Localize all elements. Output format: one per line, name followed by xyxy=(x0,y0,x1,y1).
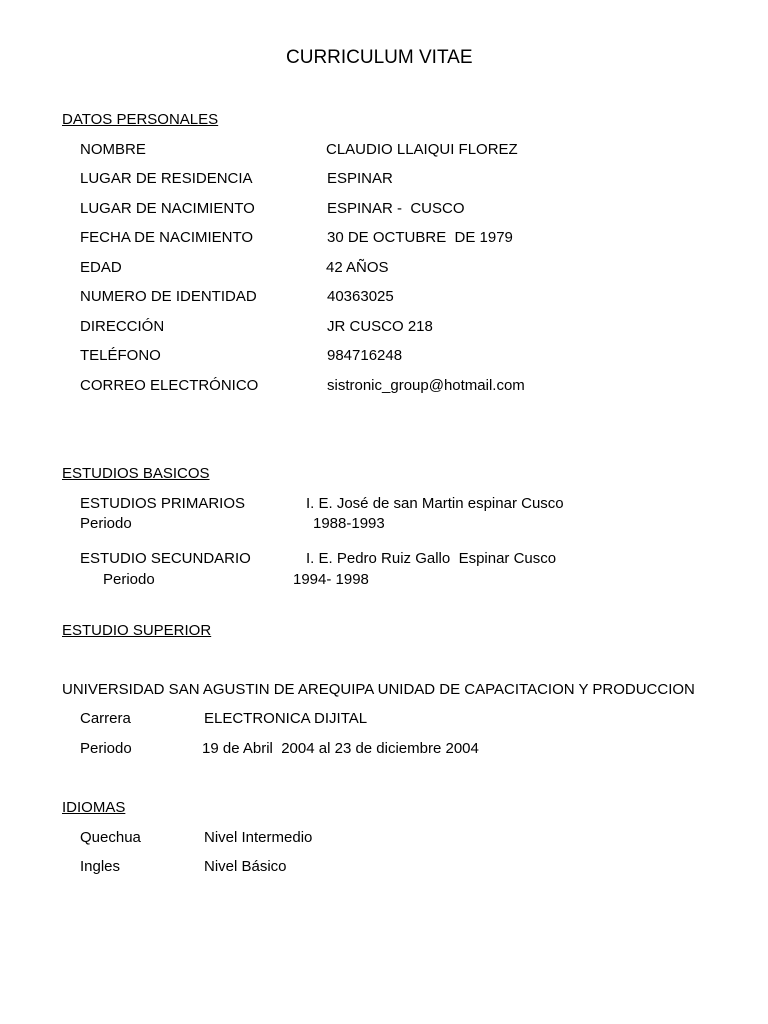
value-lugar-residencia: ESPINAR xyxy=(327,170,393,187)
value-direccion: JR CUSCO 218 xyxy=(327,318,433,335)
label-estudios-primarios: ESTUDIOS PRIMARIOS xyxy=(80,495,246,512)
label-carrera: Carrera xyxy=(80,710,131,727)
value-telefono: 984716248 xyxy=(327,347,403,364)
section-heading-idiomas: IDIOMAS xyxy=(62,799,126,816)
label-edad: EDAD xyxy=(80,259,122,276)
label-periodo-superior: Periodo xyxy=(80,740,132,757)
label-periodo-secundaria: Periodo xyxy=(103,571,155,588)
label-nombre: NOMBRE xyxy=(80,141,146,158)
label-telefono: TELÉFONO xyxy=(80,347,161,364)
value-nivel-ingles: Nivel Básico xyxy=(204,858,287,875)
page-title: CURRICULUM VITAE xyxy=(286,47,473,68)
value-escuela-secundaria: I. E. Pedro Ruiz Gallo Espinar Cusco xyxy=(306,550,557,567)
label-direccion: DIRECCIÓN xyxy=(80,318,165,335)
value-correo: sistronic_group@hotmail.com xyxy=(327,377,525,394)
value-periodo-superior: 19 de Abril 2004 al 23 de diciembre 2004 xyxy=(202,740,479,757)
value-periodo-primaria: 1988-1993 xyxy=(313,515,385,532)
label-lugar-residencia: LUGAR DE RESIDENCIA xyxy=(80,170,253,187)
value-nivel-quechua: Nivel Intermedio xyxy=(204,829,313,846)
section-heading-datos-personales: DATOS PERSONALES xyxy=(62,111,219,128)
section-heading-estudio-superior: ESTUDIO SUPERIOR xyxy=(62,622,212,639)
label-fecha-nacimiento: FECHA DE NACIMIENTO xyxy=(80,229,254,246)
value-edad: 42 AÑOS xyxy=(326,259,389,276)
section-heading-estudios-basicos: ESTUDIOS BASICOS xyxy=(62,465,210,482)
value-numero-identidad: 40363025 xyxy=(327,288,394,305)
value-escuela-primaria: I. E. José de san Martin espinar Cusco xyxy=(306,495,564,512)
value-fecha-nacimiento: 30 DE OCTUBRE DE 1979 xyxy=(327,229,513,246)
label-idioma-ingles: Ingles xyxy=(80,858,121,875)
value-periodo-secundaria: 1994- 1998 xyxy=(293,571,369,588)
value-carrera: ELECTRONICA DIJITAL xyxy=(204,710,368,727)
label-lugar-nacimiento: LUGAR DE NACIMIENTO xyxy=(80,200,255,217)
value-lugar-nacimiento: ESPINAR - CUSCO xyxy=(327,200,465,217)
label-periodo-primaria: Periodo xyxy=(80,515,132,532)
label-numero-identidad: NUMERO DE IDENTIDAD xyxy=(80,288,257,305)
value-nombre: CLAUDIO LLAIQUI FLOREZ xyxy=(326,141,518,158)
label-correo: CORREO ELECTRÓNICO xyxy=(80,377,259,394)
label-idioma-quechua: Quechua xyxy=(80,829,141,846)
label-estudio-secundario: ESTUDIO SECUNDARIO xyxy=(80,550,251,567)
value-institucion: UNIVERSIDAD SAN AGUSTIN DE AREQUIPA UNIDAD DE CAPACITACION Y PRODUCCION xyxy=(62,681,695,698)
